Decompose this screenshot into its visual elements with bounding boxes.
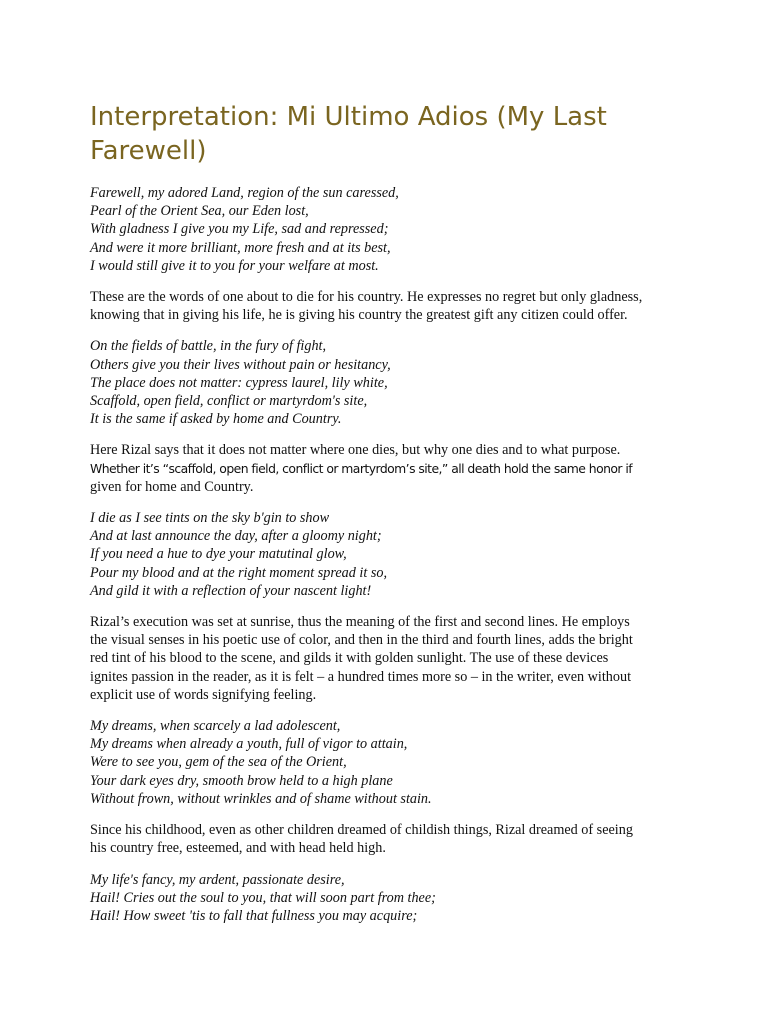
poem-line: Farewell, my adored Land, region of the sun caressed, xyxy=(90,185,399,201)
document-page xyxy=(90,100,690,938)
poem-line: Were to see you, gem of the sea of the Orient, xyxy=(90,754,347,771)
paragraph-line: given for home and Country. xyxy=(90,478,254,495)
paragraph-line: ignites passion in the reader, as it is felt – a hundred times more so – in the writer, even without xyxy=(90,668,632,685)
poem-line: And gild it with a reflection of your nascent light! xyxy=(90,582,372,599)
paragraph-line: These are the words of one about to die for his country. He expresses no regret but only gladness, xyxy=(90,289,643,306)
poem-line: Scaffold, open field, conflict or martyrdom's site, xyxy=(90,393,368,410)
poem-line: Pour my blood and at the right moment spread it so, xyxy=(90,564,388,581)
poem-line: I would still give it to you for your welfare at most. xyxy=(90,257,379,274)
paragraph-line: knowing that in giving his life, he is giving his country the greatest gift any citizen could offer. xyxy=(90,307,628,324)
poem-line: My dreams, when scarcely a lad adolescent, xyxy=(90,718,341,735)
commentary-paragraph-1 xyxy=(90,288,690,324)
poem-line: Your dark eyes dry, smooth brow held to a high plane xyxy=(90,772,393,789)
poem-line: And at last announce the day, after a gloomy night; xyxy=(90,528,382,545)
poem-line: Without frown, without wrinkles and of shame without stain. xyxy=(90,790,432,807)
paragraph-line: Since his childhood, even as other children dreamed of childish things, Rizal dreamed of seeing xyxy=(90,822,633,839)
commentary-paragraph-3 xyxy=(90,613,690,704)
poem-stanza-5 xyxy=(90,871,690,926)
poem-line: I die as I see tints on the sky b'gin to show xyxy=(90,510,330,527)
poem-line: Pearl of the Orient Sea, our Eden lost, xyxy=(90,203,309,220)
poem-stanza-1 xyxy=(90,184,690,275)
poem-line: With gladness I give you my Life, sad and repressed; xyxy=(90,221,389,238)
poem-line: On the fields of battle, in the fury of fight, xyxy=(90,338,327,355)
poem-line: Hail! Cries out the soul to you, that will soon part from thee; xyxy=(90,889,436,906)
poem-line: The place does not matter: cypress laurel, lily white, xyxy=(90,374,388,391)
paragraph-line: explicit use of words signifying feeling. xyxy=(90,686,317,703)
paragraph-line: Whether it’s “scaffold, open field, conflict or martyrdom’s site,” all death hold the same honor if xyxy=(90,460,633,476)
poem-line: It is the same if asked by home and Country. xyxy=(90,411,342,428)
paragraph-line: his country free, esteemed, and with head held high. xyxy=(90,840,386,857)
paragraph-line: Here Rizal says that it does not matter where one dies, but why one dies and to what purpose. xyxy=(90,442,621,459)
poem-line: My life's fancy, my ardent, passionate desire, xyxy=(90,871,345,888)
poem-line: And were it more brilliant, more fresh and at its best, xyxy=(90,239,391,256)
poem-line: If you need a hue to dye your matutinal glow, xyxy=(90,546,347,563)
paragraph-line: the visual senses in his poetic use of color, and then in the third and fourth lines, adds the bright xyxy=(90,632,633,649)
paragraph-line: red tint of his blood to the scene, and gilds it with golden sunlight. The use of these devices xyxy=(90,650,609,667)
commentary-paragraph-4 xyxy=(90,821,690,857)
paragraph-line: Rizal’s execution was set at sunrise, thus the meaning of the first and second lines. He employs xyxy=(90,614,630,631)
poem-stanza-2 xyxy=(90,337,690,428)
poem-line: Hail! How sweet 'tis to fall that fullness you may acquire; xyxy=(90,907,418,924)
poem-stanza-3 xyxy=(90,509,690,600)
commentary-paragraph-2 xyxy=(90,441,690,496)
poem-line: My dreams when already a youth, full of vigor to attain, xyxy=(90,736,408,753)
poem-stanza-4 xyxy=(90,717,690,808)
poem-line: Others give you their lives without pain or hesitancy, xyxy=(90,356,391,373)
page-title: Interpretation: Mi Ultimo Adios (My Last Farewell) xyxy=(90,102,607,166)
